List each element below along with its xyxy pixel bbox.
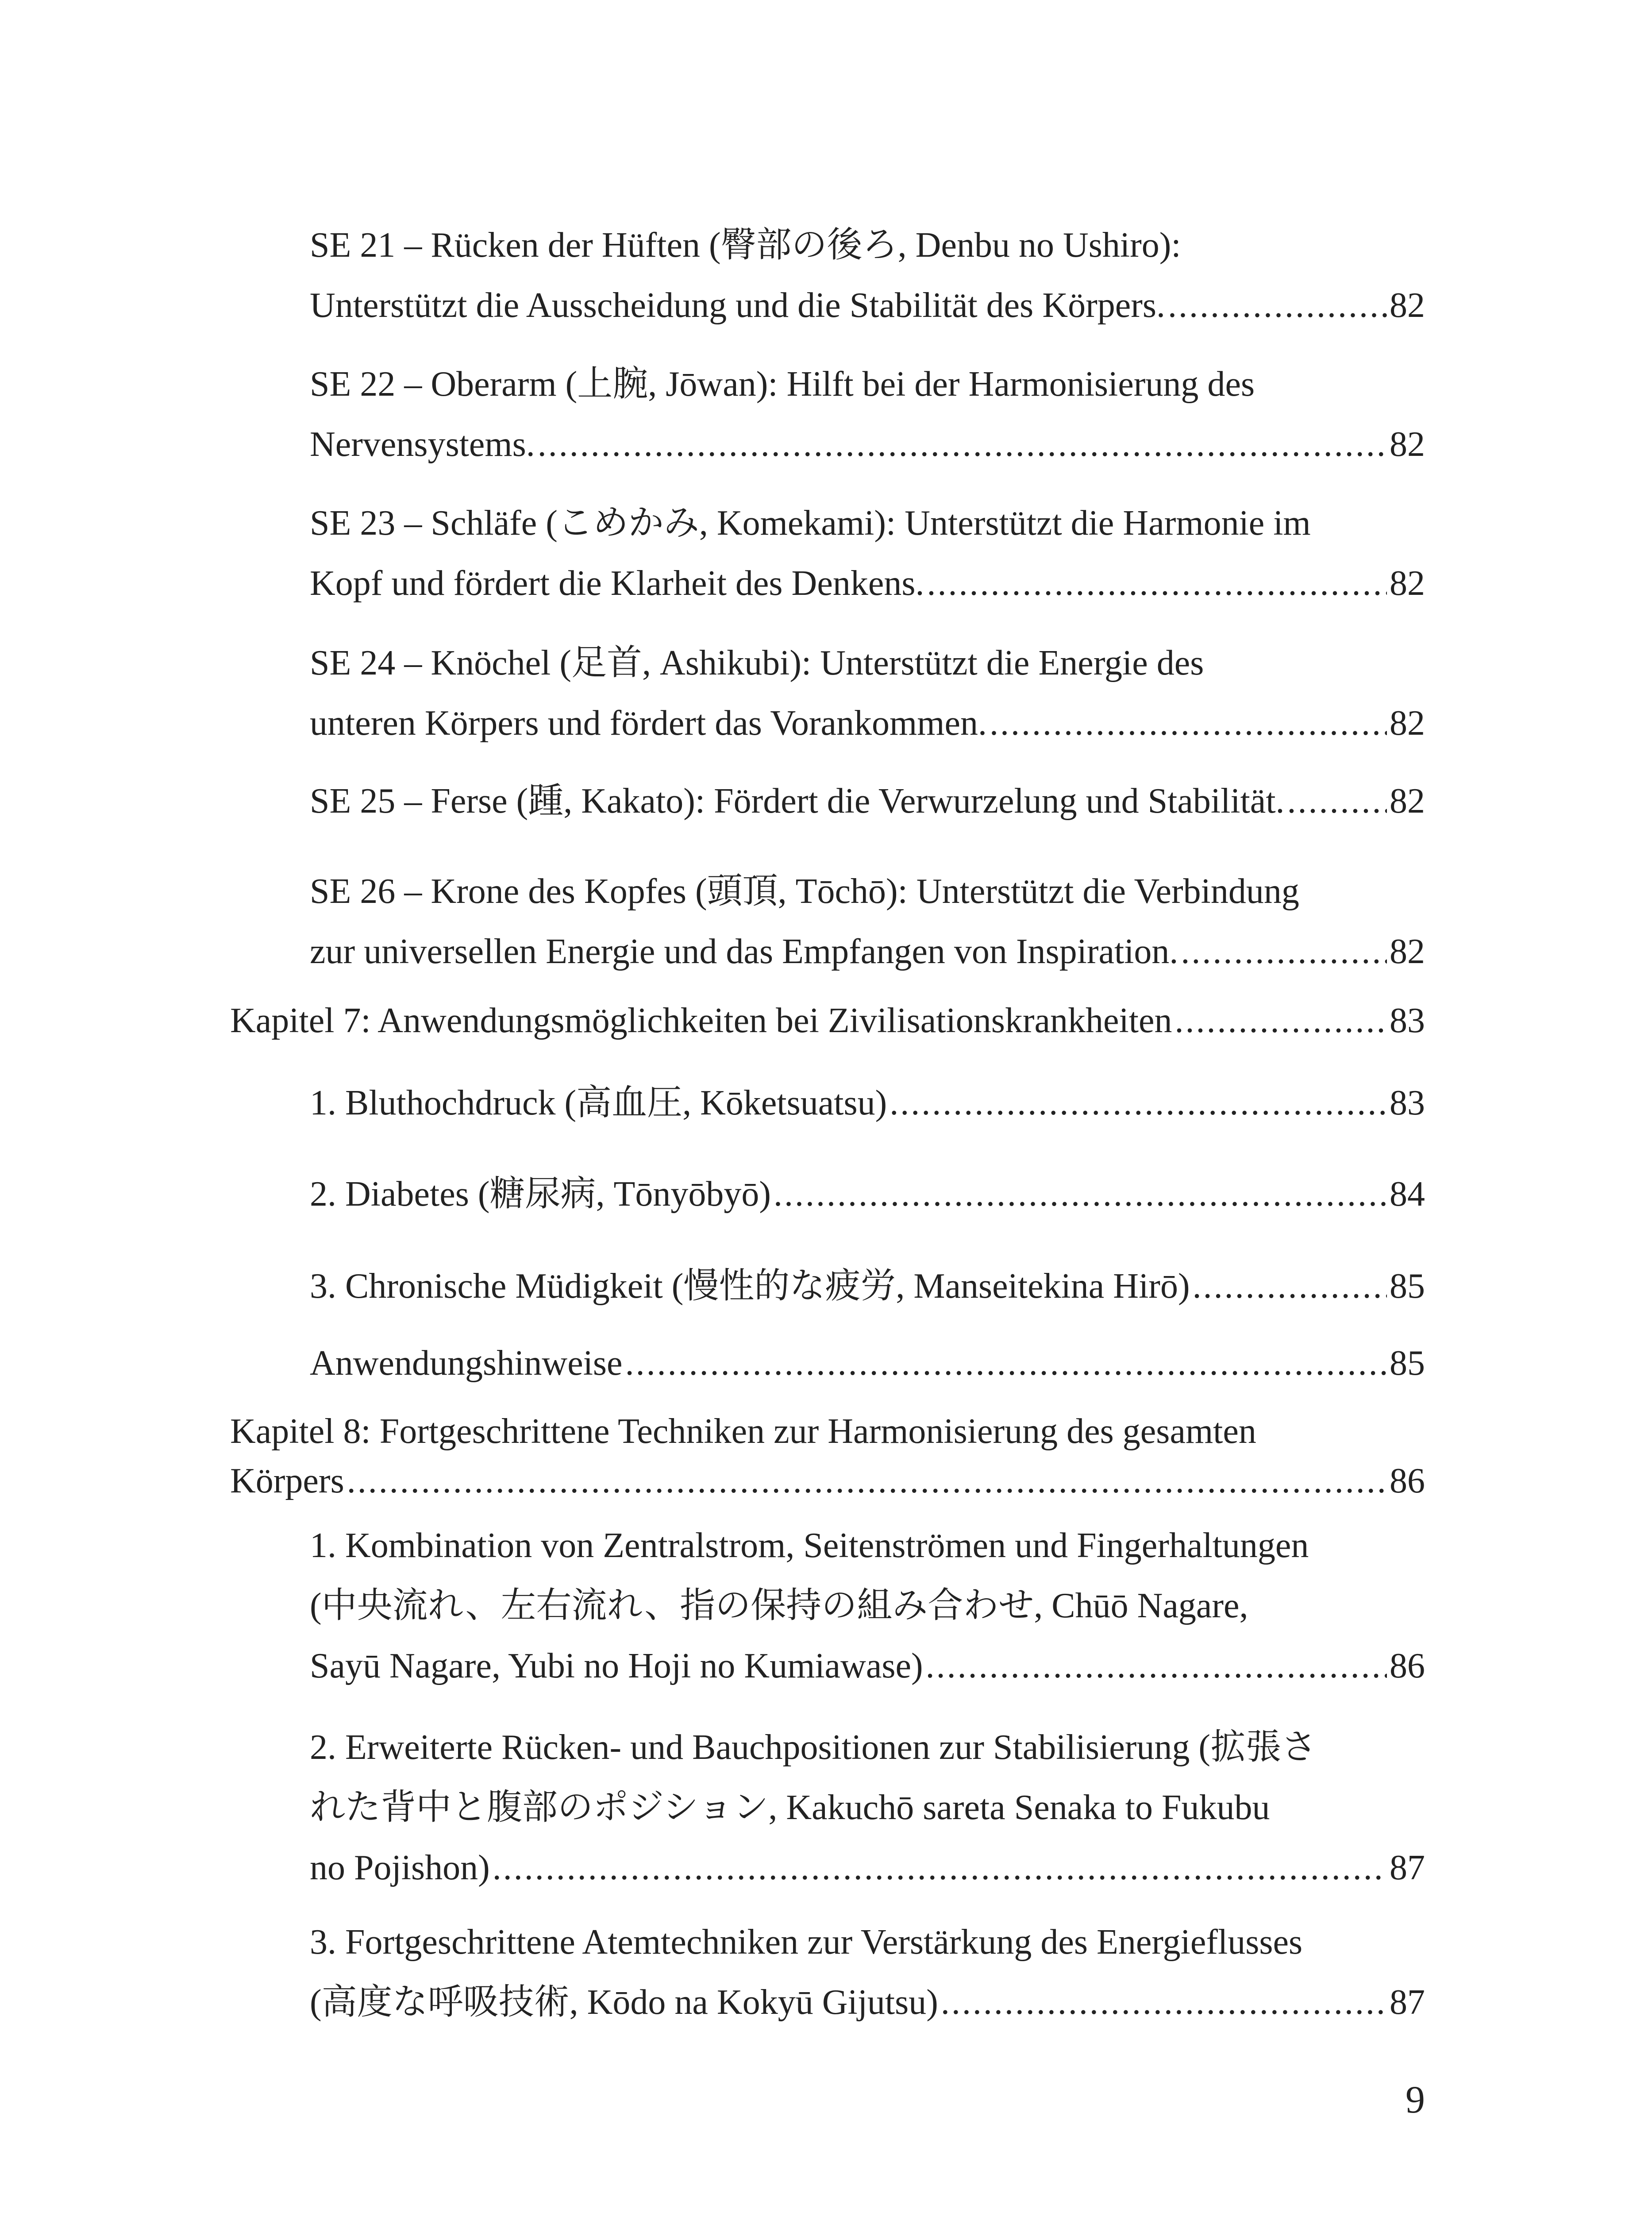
toc-page-number: 85 <box>1390 1267 1425 1306</box>
toc-entry-last-line <box>310 693 1425 753</box>
toc-chapter-8 <box>230 1407 1425 1506</box>
toc-entry-text: zur universellen Energie und das Empfangen von Inspiration. <box>310 932 1178 971</box>
toc-entry-text: Kopf und fördert die Klarheit des Denkens. <box>310 564 924 603</box>
toc-entry-last-line <box>310 1333 1425 1393</box>
toc-entry-anwendungshinweise <box>310 1333 1425 1393</box>
toc-leader-dots <box>890 1073 1387 1133</box>
toc-page-number: 86 <box>1390 1461 1425 1500</box>
toc-entry-last-line <box>230 991 1425 1051</box>
toc-leader-dots <box>538 414 1387 474</box>
toc-entry-last-line <box>310 1164 1425 1224</box>
toc-entry-text: 1. Kombination von Zentralstrom, Seitenströmen und Fingerhaltungen <box>310 1526 1309 1565</box>
toc-entry-text: 3. Chronische Müdigkeit (慢性的な疲労, Manseitekina Hirō) <box>310 1267 1190 1306</box>
toc-entry-text: no Pojishon) <box>310 1848 490 1887</box>
toc-entry-text: Sayū Nagare, Yubi no Hoji no Kumiawase) <box>310 1646 923 1685</box>
toc-entry-text: Nervensystems. <box>310 425 535 464</box>
toc-chapter-title: Kapitel 8: Fortgeschrittene Techniken zur Harmonisierung des gesamten <box>230 1412 1256 1451</box>
toc-entry-text: Unterstützt die Ausscheidung und die Stabilität des Körpers. <box>310 286 1166 325</box>
toc-entry-last-line <box>310 1972 1425 2032</box>
toc-leader-dots <box>941 1972 1387 2032</box>
toc-page-number: 82 <box>1390 932 1425 971</box>
toc-entry-text: 2. Erweiterte Rücken- und Bauchpositionen zur Stabilisierung (拡張さ <box>310 1728 1317 1767</box>
toc-page-number: 86 <box>1390 1646 1425 1685</box>
toc-page-number: 82 <box>1390 782 1425 821</box>
toc-page-number: 85 <box>1390 1344 1425 1383</box>
toc-entry-last-line <box>230 1456 1425 1506</box>
toc-leader-dots <box>1174 991 1387 1051</box>
toc-entry-last-line <box>310 1073 1425 1133</box>
toc-page-number: 87 <box>1390 1983 1425 2022</box>
toc-leader-dots <box>1168 275 1387 335</box>
toc-leader-dots <box>990 693 1387 753</box>
toc-entry-last-line <box>310 1838 1425 1898</box>
toc-page-number: 82 <box>1390 704 1425 743</box>
toc-entry-text: れた背中と腹部のポジション, Kakuchō sareta Senaka to Fukubu <box>310 1788 1270 1827</box>
toc-entry-text: SE 23 – Schläfe (こめかみ, Komekami): Unterstützt die Harmonie im <box>310 504 1311 543</box>
toc-chapter-7 <box>230 991 1425 1051</box>
toc-leader-dots <box>1193 1256 1387 1316</box>
toc-leader-dots <box>347 1456 1387 1506</box>
toc-leader-dots <box>493 1838 1387 1898</box>
toc-entry-text: 3. Fortgeschrittene Atemtechniken zur Verstärkung des Energieflusses <box>310 1923 1303 1962</box>
toc-entry-erweiterte-positionen <box>310 1717 1425 1898</box>
toc-entry-kombination <box>310 1515 1425 1696</box>
toc-entry-text: SE 24 – Knöchel (足首, Ashikubi): Unterstützt die Energie des <box>310 644 1204 682</box>
toc-chapter-title: Kapitel 7: Anwendungsmöglichkeiten bei Zivilisationskrankheiten <box>230 1001 1172 1040</box>
toc-entry-se21 <box>310 215 1425 335</box>
toc-page-number: 83 <box>1390 1001 1425 1040</box>
toc-page-number: 84 <box>1390 1175 1425 1214</box>
toc-entry-se26 <box>310 861 1425 982</box>
toc-page-number: 82 <box>1390 564 1425 603</box>
toc-leader-dots <box>1181 921 1387 982</box>
toc-entry-se24 <box>310 633 1425 753</box>
toc-leader-dots <box>625 1333 1387 1393</box>
toc-entry-text: Anwendungshinweise <box>310 1344 623 1383</box>
toc-chapter-title: Körpers <box>230 1461 344 1500</box>
toc-entry-text: SE 21 – Rücken der Hüften (臀部の後ろ, Denbu no Ushiro): <box>310 226 1181 265</box>
toc-entry-last-line <box>310 771 1425 831</box>
toc-entry-se22 <box>310 354 1425 474</box>
toc-entry-last-line <box>310 921 1425 982</box>
toc-entry-last-line <box>310 553 1425 613</box>
toc-entry-se23 <box>310 493 1425 613</box>
toc-entry-se25 <box>310 771 1425 831</box>
toc-entry-text: SE 22 – Oberarm (上腕, Jōwan): Hilft bei der Harmonisierung des <box>310 365 1255 404</box>
toc-entry-last-line <box>310 275 1425 335</box>
toc-entry-text: SE 26 – Krone des Kopfes (頭頂, Tōchō): Unterstützt die Verbindung <box>310 872 1299 911</box>
toc-leader-dots <box>1287 771 1387 831</box>
toc-entry-text: (高度な呼吸技術, Kōdo na Kokyū Gijutsu) <box>310 1983 938 2022</box>
toc-leader-dots <box>774 1164 1387 1224</box>
toc-page-number: 87 <box>1390 1848 1425 1887</box>
toc-entry-muedigkeit <box>310 1256 1425 1316</box>
toc-leader-dots <box>926 1636 1387 1696</box>
page-number: 9 <box>1406 2078 1425 2121</box>
toc-entry-text: 2. Diabetes (糖尿病, Tōnyōbyō) <box>310 1175 771 1214</box>
toc-entry-last-line <box>310 1636 1425 1696</box>
toc-page-number: 82 <box>1390 425 1425 464</box>
toc-entry-text: (中央流れ、左右流れ、指の保持の組み合わせ, Chūō Nagare, <box>310 1586 1248 1625</box>
toc-entry-text: 1. Bluthochdruck (高血圧, Kōketsuatsu) <box>310 1083 887 1122</box>
toc-entry-diabetes <box>310 1164 1425 1224</box>
toc-leader-dots <box>927 553 1387 613</box>
toc-entry-atemtechniken <box>310 1912 1425 2032</box>
toc-page-number: 83 <box>1390 1083 1425 1122</box>
toc-entry-last-line <box>310 1256 1425 1316</box>
toc-entry-text: SE 25 – Ferse (踵, Kakato): Fördert die Verwurzelung und Stabilität. <box>310 782 1285 821</box>
toc-entry-bluthochdruck <box>310 1073 1425 1133</box>
toc-entry-last-line <box>310 414 1425 474</box>
toc-page-number: 82 <box>1390 286 1425 325</box>
toc-entry-text: unteren Körpers und fördert das Vorankommen. <box>310 704 987 743</box>
